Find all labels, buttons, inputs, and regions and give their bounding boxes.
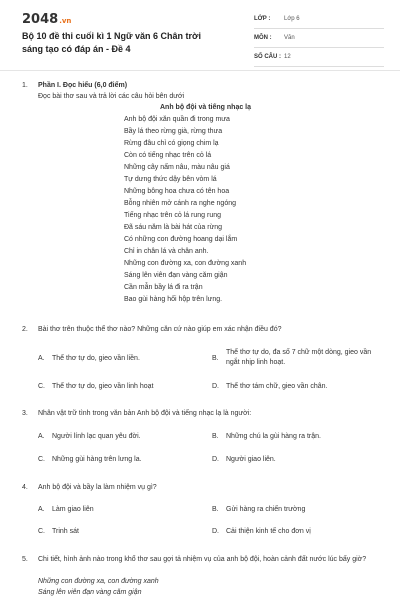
meta-value: Văn [284,35,295,41]
poem-line: Bỗng nhiên mở cánh ra nghe ngóng [124,200,237,207]
option-text: Những chú la gùi hàng ra trận. [226,433,321,440]
header [0,0,400,71]
document-title: Bộ 10 đề thi cuối kì 1 Ngữ văn 6 Chân trời sáng tạo có đáp án - Đề 4 [22,31,201,54]
option-letter: D. [212,456,219,463]
option-letter: C. [38,528,45,535]
option-letter: C. [38,383,45,390]
meta-row-class [254,13,384,29]
option-text: Thể thơ tự do, đa số 7 chữ một dòng, gieo vần ngắt nhịp linh hoạt. [226,349,372,366]
option-letter: A. [38,433,45,440]
option-text: Thể thơ tự do, gieo vần liền. [52,355,140,362]
question-number: 4. [22,484,28,491]
meta-row-subject [254,32,384,48]
poem-line: Tiếng nhạc trên cỏ lá rung rung [124,212,222,219]
logo-suffix: .vn [59,17,72,25]
question-number: 2. [22,326,28,333]
meta-label: LỚP : [254,16,271,22]
meta-value: Lớp 6 [284,16,300,22]
poem-line: Những bông hoa chưa có tên hoa [124,188,230,195]
option-text: Thể thơ tám chữ, gieo vần chân. [226,383,328,390]
option-letter: B. [212,506,219,513]
option-text: Trinh sát [52,528,79,535]
question-text: Nhân vật trữ tình trong văn bản Anh bộ đội và tiếng nhạc lạ là người: [38,410,252,417]
question-text: Bài thơ trên thuộc thể thơ nào? Những căn cứ nào giúp em xác nhận điều đó? [38,326,282,333]
poem-line: Tự dưng thức dậy bên vòm lá [124,176,217,183]
option-text: Gửi hàng ra chiến trường [226,506,306,513]
logo-text: 2048 [22,12,59,27]
question-number: 1. [22,82,28,89]
meta-value: 12 [284,54,291,60]
quote-line: Sáng lên viên đạn vàng căm giận [38,589,142,596]
poem-line: Còn có tiếng nhạc trên cỏ lá [124,152,212,159]
section-heading: Phần I. Đọc hiểu (6,0 điểm) [38,82,128,89]
option-letter: B. [212,355,219,362]
question-number: 3. [22,410,28,417]
poem-line: Bao gùi hàng hối hộp trên lưng. [124,296,223,303]
site-logo[interactable] [22,12,71,27]
poem-line: Có những con đường hoang dại lắm [124,236,238,243]
poem-line: Những con đường xa, con đường xanh [124,260,247,267]
option-letter: B. [212,433,219,440]
meta-info [254,13,384,70]
instruction: Đọc bài thơ sau và trả lời các câu hỏi bên dưới [38,93,185,100]
poem-line: Bầy lá theo rừng già, rừng thưa [124,128,223,135]
option-letter: D. [212,528,219,535]
poem-line: Chỉ in chân lá và chân anh. [124,248,209,255]
option-text: Thể thơ tự do, gieo vần linh hoạt [52,383,154,390]
option-text: Người lính lạc quan yêu đời. [52,433,141,440]
question-number: 5. [22,556,28,563]
option-text: Người giao liên. [226,456,276,463]
option-text: Cải thiện kinh tế cho đơn vị [226,528,311,535]
poem-title: Anh bộ đội và tiếng nhạc lạ [160,104,252,111]
option-letter: D. [212,383,219,390]
meta-label: MÔN : [254,35,272,41]
poem-line: Những cây nấm nâu, màu nâu giá [124,164,230,171]
poem-line: Cần mẫn bầy lá đi ra trận [124,284,203,291]
option-text: Những gùi hàng trên lưng la. [52,456,142,463]
option-letter: A. [38,506,45,513]
poem-line: Anh bộ đội xăn quần đi trong mưa [124,116,230,123]
meta-row-count [254,51,384,67]
question-text: Chi tiết, hình ảnh nào trong khổ thơ sau gợi tả nhiệm vụ của anh bộ đội, hoàn cảnh đất nước lúc bấy giờ? [38,556,367,563]
poem-line: Sáng lên viên đạn vàng căm giận [124,272,228,279]
poem-line: Đã sáu năm là bài hát của rừng [124,224,223,231]
option-letter: A. [38,355,45,362]
option-text: Làm giao liên [52,506,94,513]
question-text: Anh bộ đội và bầy la làm nhiệm vụ gì? [38,484,157,491]
option-letter: C. [38,456,45,463]
meta-label: SỐ CÂU : [254,54,281,60]
poem-line: Rừng đâu chỉ có giọng chim lạ [124,140,219,147]
quote-line: Những con đường xa, con đường xanh [38,578,159,585]
